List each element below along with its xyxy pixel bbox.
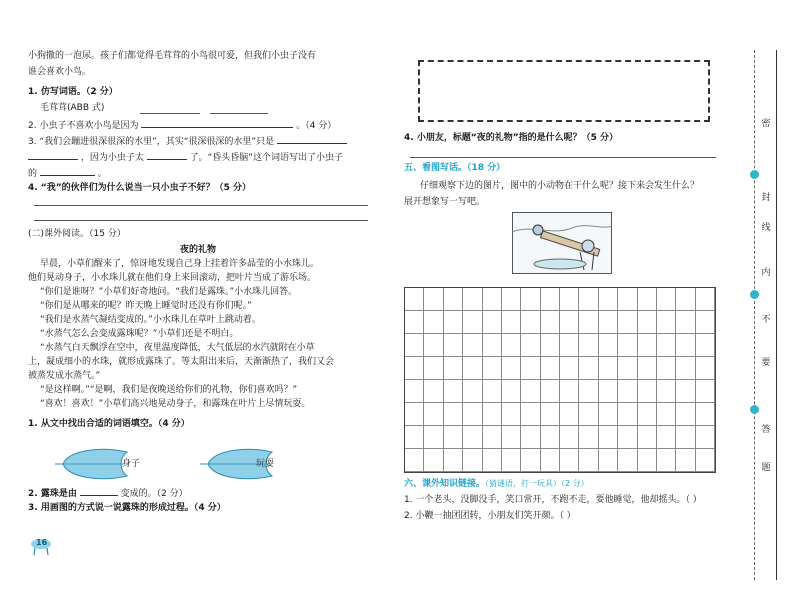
story-line: “我们是水蒸气凝结变成的。”小水珠儿在草叶上跳动着。 <box>40 315 261 325</box>
reading-question-3: 3. 用画图的方式说一说露珠的形成过程。（4 分） <box>28 503 226 513</box>
riddle-2: 2. 小鞭一抽团团转，小朋友们笑开颜。（ ） <box>404 511 576 521</box>
binding-char: 不 <box>760 312 772 325</box>
riddle-1: 1. 一个老头，没脚没手，笑口常开，不跑不走，要他睡觉，他却摇头。（ ） <box>404 495 702 505</box>
binding-char: 内 <box>760 265 772 278</box>
intro-line-1: 小狗撒的一泡尿。孩子们都觉得毛茸茸的小鸟很可爱，但我们小虫子没有 <box>28 51 317 61</box>
question-1: 1. 仿写词语。（2 分） <box>28 87 118 97</box>
answer-line[interactable] <box>140 113 200 114</box>
story-line: “你们是谁呀？”小草们好奇地问。“我们是露珠。”小水珠儿回答。 <box>40 287 298 297</box>
binding-dot-icon <box>750 290 759 299</box>
binding-char: 题 <box>760 460 772 473</box>
binding-char: 封 <box>760 190 772 203</box>
leaf-label-2: 玩耍 <box>256 459 275 469</box>
binding-char: 密 <box>760 116 772 129</box>
answer-blank[interactable] <box>28 150 78 160</box>
section-6-title: 六、课外知识链接。 <box>404 479 486 489</box>
reading-question-1: 1. 从文中找出合适的词语填空。（4 分） <box>28 419 190 429</box>
story-line: 他们晃动身子，小水珠儿就在他们身上来回滚动，把叶片当成了游乐场。 <box>28 273 317 283</box>
leaf-label-1: 身子 <box>122 459 141 469</box>
question-2 <box>28 118 336 132</box>
answer-line[interactable] <box>34 220 368 221</box>
story-line: 早晨，小草们醒来了，惊讶地发现自己身上挂着许多晶莹的小水珠儿。 <box>40 259 320 269</box>
binding-char: 答 <box>760 422 772 435</box>
leaf-blank-2[interactable] <box>200 446 290 482</box>
question-2-score: 。（4 分） <box>296 121 337 131</box>
answer-blank[interactable] <box>277 134 347 144</box>
question-3-text: 3. “我们会蹦进很深很深的水里”，其实“很深很深的水里”只是 <box>28 137 275 147</box>
answer-line[interactable] <box>34 205 368 206</box>
answer-blank[interactable] <box>40 166 95 176</box>
story-title: 夜的礼物 <box>180 245 217 255</box>
reading-question-2 <box>28 486 188 500</box>
answer-blank[interactable] <box>141 118 293 128</box>
intro-line-2: 谁会喜欢小鸟。 <box>28 67 92 77</box>
story-line: “水蒸气白天飘浮在空中，夜里温度降低，大气低层的水汽就附在小草 <box>40 343 315 353</box>
binding-margin <box>740 50 790 580</box>
story-line: “你们是从哪来的呢？昨天晚上睡觉时还没有你们呢。” <box>40 301 252 311</box>
section-6-heading <box>404 478 589 490</box>
right-question-4: 4. 小朋友，标题“夜的礼物”指的是什么呢？（5 分） <box>404 133 619 143</box>
question-4: 4. “我”的伙伴们为什么说当一只小虫子不好？（5 分） <box>28 183 252 193</box>
story-line: “喜欢！喜欢！”小草们高兴地晃动身子，和露珠在叶片上尽情玩耍。 <box>40 399 311 409</box>
binding-dashed-line <box>754 50 755 580</box>
picture-illustration <box>512 212 612 274</box>
writing-grid[interactable] <box>404 287 716 473</box>
binding-solid-line <box>776 50 777 580</box>
binding-char: 线 <box>760 220 772 233</box>
section-6-note: （猜谜语，打一玩具）（2 分） <box>485 479 589 488</box>
question-3-line-1 <box>28 134 347 148</box>
reading-question-2-text: 变成的。（2 分） <box>120 489 188 499</box>
section-5-heading: 五、看图写话。（18 分） <box>404 163 506 173</box>
drawing-answer-box[interactable] <box>418 60 710 122</box>
page-number-badge <box>30 538 52 556</box>
story-line: “水蒸气怎么会变成露珠呢？”小草们还是不明白。 <box>40 329 239 339</box>
story-line: 被蒸发成水蒸气。” <box>28 371 101 381</box>
question-3-text: 。 <box>97 169 107 179</box>
question-3-line-3 <box>28 166 107 180</box>
story-line: 上，凝成细小的水珠，就形成露珠了。等太阳出来后，天渐渐热了，我们又会 <box>28 357 335 367</box>
answer-line[interactable] <box>410 157 716 158</box>
story-line: “是这样啊。”“是啊，我们是夜晚送给你们的礼物，你们喜欢吗？” <box>40 385 298 395</box>
section-5-prompt-2: 展开想象写一写吧。 <box>404 197 486 207</box>
binding-dot-icon <box>750 170 759 179</box>
answer-blank[interactable] <box>147 150 187 160</box>
question-3-text: 的 <box>28 169 38 179</box>
question-2-text: 2. 小虫子不喜欢小鸟是因为 <box>28 121 139 131</box>
binding-dot-icon <box>750 405 759 414</box>
page-number: 16 <box>36 538 48 547</box>
question-3-text: 了。“昏头昏脑”这个词语写出了小虫子 <box>189 153 343 163</box>
answer-line[interactable] <box>210 113 268 114</box>
section-2-heading: (二)课外阅读。（15 分） <box>28 229 126 239</box>
question-3-text: ，因为小虫子太 <box>80 153 144 163</box>
reading-question-2-text: 2. 露珠是由 <box>28 489 77 499</box>
section-5-prompt-1: 仔细观察下边的图片，图中的小动物在干什么呢？接下来会发生什么？ <box>420 181 700 191</box>
binding-char: 要 <box>760 355 772 368</box>
question-3-line-2 <box>28 150 343 164</box>
answer-blank[interactable] <box>80 486 118 496</box>
question-1-sub: 毛茸茸(ABB 式) <box>40 103 105 113</box>
